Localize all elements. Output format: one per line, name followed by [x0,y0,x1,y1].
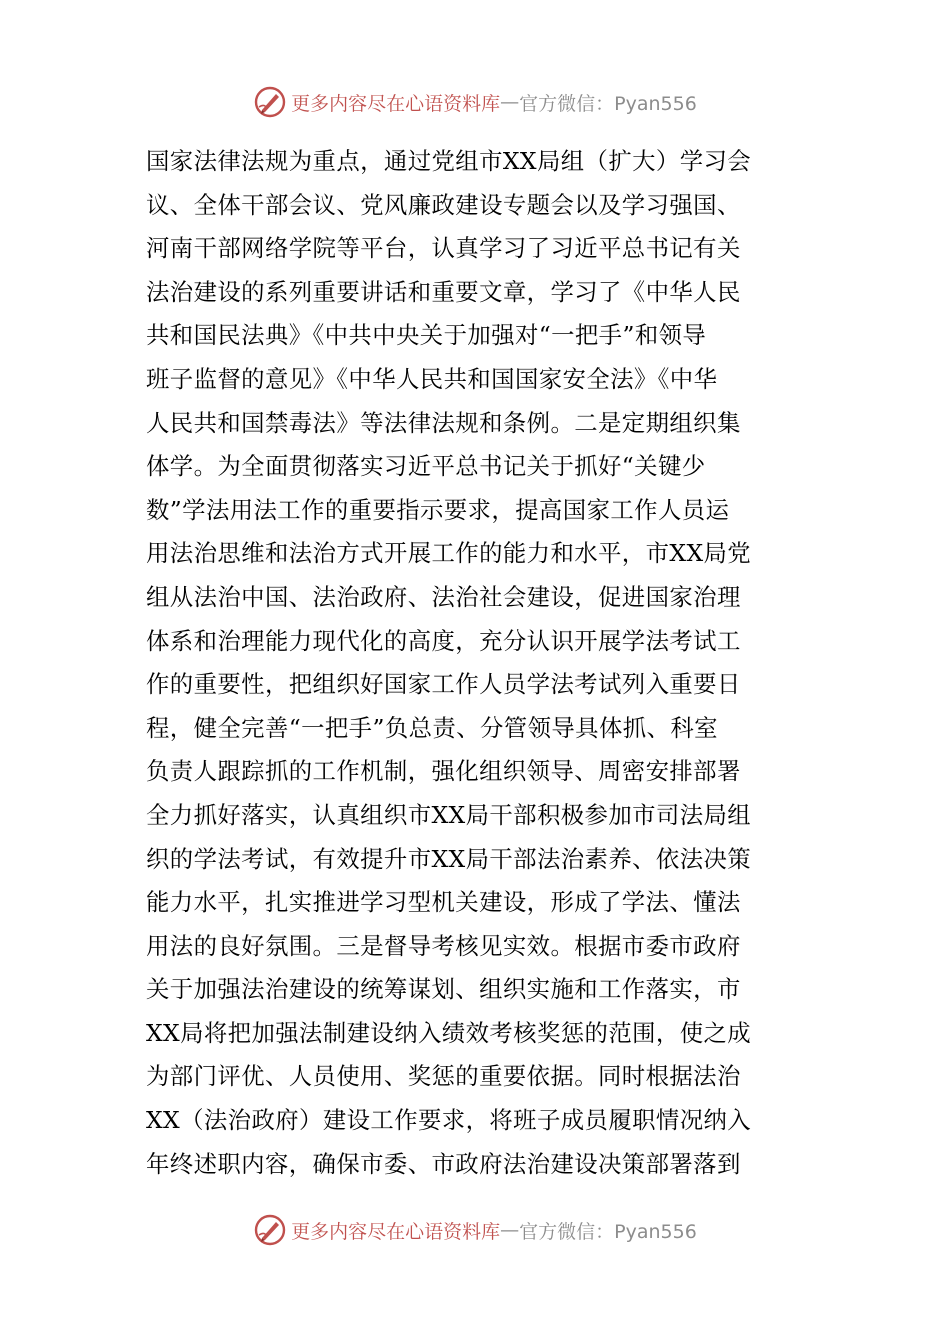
body-line: 作的重要性，把组织好国家工作人员学法考试列入重要日 [146,670,741,699]
body-line: 用法治思维和法治方式开展工作的能力和水平，市XX局党 [146,539,752,568]
body-line: 人民共和国禁毒法》等法律法规和条例。二是定期组织集 [146,408,741,437]
watermark-contact: 官方微信：Pyan556 [519,1220,697,1243]
body-line: 法治建设的系列重要讲话和重要文章，学习了《中华人民 [146,277,741,306]
body-line: 关于加强法治建设的统筹谋划、组织实施和工作落实，市 [146,975,741,1004]
body-line: 河南干部网络学院等平台，认真学习了习近平总书记有关 [146,234,741,263]
body-line: XX局将把加强法制建设纳入绩效考核奖惩的范围，使之成 [146,1018,752,1047]
body-line: 全力抓好落实，认真组织市XX局干部积极参加市司法局组 [146,800,752,829]
body-line: 程，健全完善“一把手”负总责、分管领导具体抓、科室 [146,713,718,742]
body-line: 为部门评优、人员使用、奖惩的重要依据。同时根据法治 [146,1062,741,1091]
body-line: 国家法律法规为重点，通过党组市XX局组（扩大）学习会 [146,147,752,175]
watermark-dash: — [500,1219,520,1241]
body-line: 年终述职内容，确保市委、市政府法治建设决策部署落到 [146,1149,741,1178]
body-line: XX（法治政府）建设工作要求，将班子成员履职情况纳入 [146,1106,752,1135]
footer-watermark [0,1210,950,1250]
body-line: 用法的良好氛围。三是督导考核见实效。根据市委市政府 [146,931,741,960]
header-watermark [0,82,950,122]
watermark-main-text: 更多内容尽在心语资料库 [291,1220,501,1243]
body-line: 负责人跟踪抓的工作机制，强化组织领导、周密安排部署 [146,757,741,786]
watermark-contact: 官方微信：Pyan556 [519,92,697,115]
watermark-dash: — [500,91,520,113]
document-body [146,140,806,1186]
body-line: 议、全体干部会议、党风廉政建设专题会以及学习强国、 [146,190,741,219]
body-line: 共和国民法典》《中共中央关于加强对“一把手”和领导 [146,321,707,350]
body-line: 体系和治理能力现代化的高度，充分认识开展学法考试工 [146,626,741,655]
watermark-main-text: 更多内容尽在心语资料库 [291,92,501,115]
body-line: 组从法治中国、法治政府、法治社会建设，促进国家治理 [146,582,741,611]
body-line: 体学。为全面贯彻落实习近平总书记关于抓好“关键少 [146,452,706,481]
body-line: 织的学法考试，有效提升市XX局干部法治素养、依法决策 [146,844,752,873]
body-line: 班子监督的意见》《中华人民共和国国家安全法》《中华 [146,364,718,393]
body-line: 数”学法用法工作的重要指示要求，提高国家工作人员运 [146,495,730,524]
body-line: 能力水平，扎实推进学习型机关建设，形成了学法、懂法 [146,888,741,917]
pen-logo-icon [253,1213,287,1247]
pen-logo-icon [253,85,287,119]
